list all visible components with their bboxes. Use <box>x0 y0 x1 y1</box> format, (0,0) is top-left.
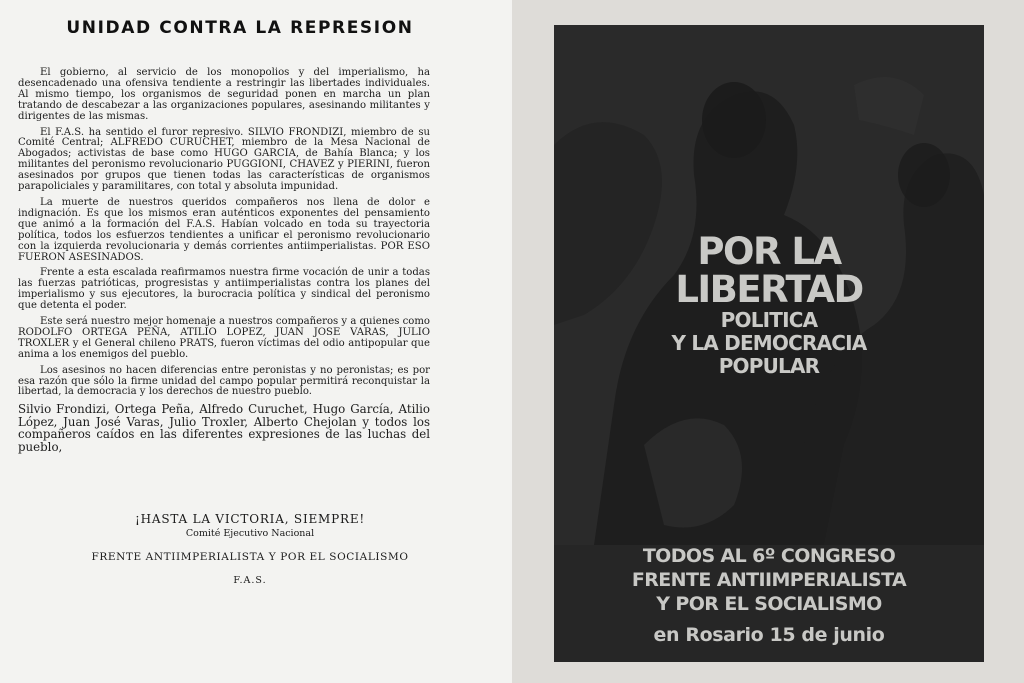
closing-block <box>40 512 460 586</box>
poster-subheading-line: POPULAR <box>718 354 820 378</box>
article-body <box>18 68 430 458</box>
closing-slogan: ¡HASTA LA VICTORIA, SIEMPRE! <box>134 512 366 526</box>
article-paragraph: El gobierno, al servicio de los monopolios y del imperialismo, ha desencadenado una ofensiva tendiente a restringir las libertades individuales. Al mismo tiempo, los organismos de seguridad ponen en marcha un plan tratando de descabezar a las organizaciones populares, asesinando militantes y dirigentes de las mismas. <box>18 67 430 122</box>
poster-event-date: en Rosario 15 de junio <box>653 624 885 646</box>
poster-subheading-line: Y LA DEMOCRACIA <box>671 331 867 355</box>
right-page <box>512 0 1024 683</box>
poster-heading-line: POR LA <box>697 230 841 273</box>
committee-name: Comité Ejecutivo Nacional <box>185 528 315 539</box>
front-name: FRENTE ANTIIMPERIALISTA Y POR EL SOCIALISMO <box>91 551 409 563</box>
poster-footer-line: Y POR EL SOCIALISMO <box>656 593 882 615</box>
article-paragraph: El F.A.S. ha sentido el furor represivo. SILVIO FRONDIZI, miembro de su Comité Central; ALFREDO CURUCHET, miembro de la Mesa Nacional de Abogados; activistas de base como HUGO GARCIA, de Bahía Blanca; y los militantes del peronismo revolucionario PUGGIONI, CHAVEZ y PIERINI, fueron asesinados por grupos que tienen todas las características de organismos parapoliciales y paramilitares, con total y absoluta impunidad. <box>18 126 430 193</box>
poster-heading-line: LIBERTAD <box>675 268 863 311</box>
congress-poster <box>554 25 984 662</box>
poster-subheading-line: POLITICA <box>720 308 818 332</box>
article-paragraph: La muerte de nuestros queridos compañeros nos llena de dolor e indignación. Es que los mismos eran auténticos exponentes del pensamiento que animó a la formación del F.A.S. Habían volcado en toda su trayectoria política, todos los esfuerzos tendientes a unificar el peronismo revolucionario con la izquierda revolucionaria y demás corrientes antiimperialistas. POR ESO FUERON ASESINADOS. <box>18 196 430 263</box>
article-paragraph: Frente a esta escalada reafirmamos nuestra firme vocación de unir a todas las fuerzas patrióticas, progresistas y antiimperialistas contra los planes del imperialismo y sus ejecutores, la burocracia política y sindical del peronismo que detenta el poder. <box>18 267 430 312</box>
signature-acronym: F.A.S. <box>233 575 267 586</box>
fallen-names-paragraph: Silvio Frondizi, Ortega Peña, Alfredo Curuchet, Hugo García, Atilio López, Juan José Varas, Julio Troxler, Alberto Chejolan y todos los compañeros caídos en las diferentes expresiones de las luchas del pueblo, <box>18 402 430 454</box>
article-paragraph: Este será nuestro mejor homenaje a nuestros compañeros y a quienes como RODOLFO ORTEGA PEÑA, ATILIO LOPEZ, JUAN JOSE VARAS, JULIO TROXLER y el General chileno PRATS, fueron víctimas del odio antipopular que anima a los enemigos del pueblo. <box>18 316 430 360</box>
poster-footer <box>554 544 984 648</box>
poster-heading <box>554 230 984 378</box>
page-headline: UNIDAD CONTRA LA REPRESION <box>66 18 414 38</box>
poster-footer-line: FRENTE ANTIIMPERIALISTA <box>631 569 907 591</box>
article-paragraph: Los asesinos no hacen diferencias entre peronistas y no peronistas; es por esa razón que sólo la firme unidad del campo popular permitirá reconquistar la libertad, la democracia y los derechos de nuestro pueblo. <box>18 364 430 398</box>
poster-footer-line: TODOS AL 6º CONGRESO <box>642 545 896 567</box>
